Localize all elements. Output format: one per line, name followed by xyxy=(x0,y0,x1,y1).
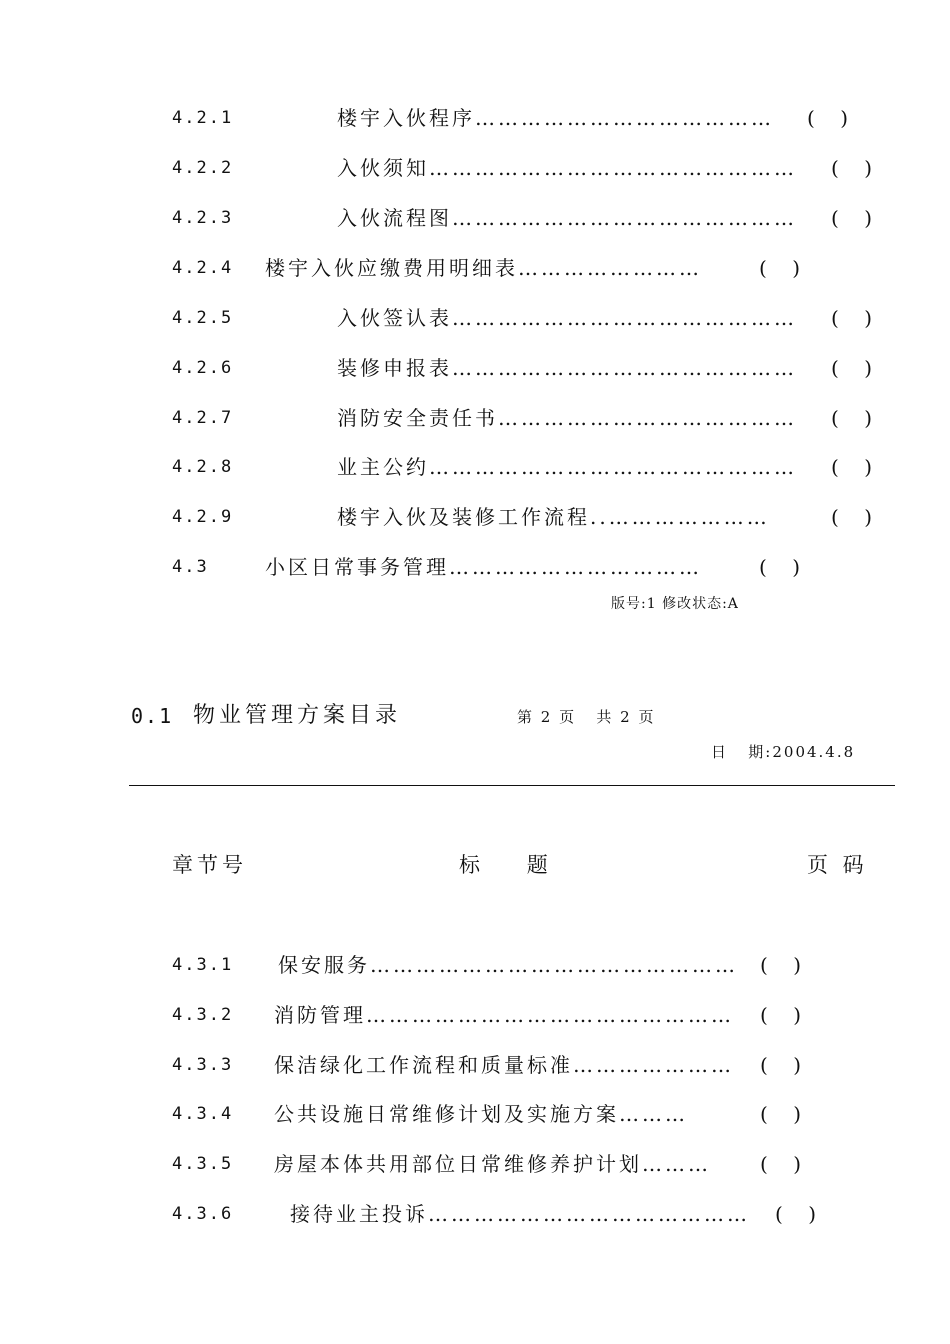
page-number-placeholder: ( ) xyxy=(775,1202,817,1226)
entry-title: 楼宇入伙及装修工作流程..………………… xyxy=(337,505,770,529)
column-header-chapter: 章节号 xyxy=(172,853,247,877)
page-number-placeholder: ( ) xyxy=(831,306,873,330)
page-number-placeholder: ( ) xyxy=(760,953,802,977)
section-number: 4.2.1 xyxy=(172,108,234,128)
page-number-placeholder: ( ) xyxy=(760,1003,802,1027)
section-number: 4.2.7 xyxy=(172,408,234,428)
column-header-page: 页 码 xyxy=(807,853,868,877)
entry-title: 楼宇入伙程序………………………………… xyxy=(337,106,774,130)
section-number: 4.3.2 xyxy=(172,1005,234,1025)
page-number-placeholder: ( ) xyxy=(807,106,849,130)
entry-title: 入伙签认表……………………………………… xyxy=(337,306,797,330)
entry-title: 消防安全责任书………………………………… xyxy=(337,406,797,430)
section-number: 4.2.9 xyxy=(172,507,234,527)
section-number: 4.3.4 xyxy=(172,1104,234,1124)
entry-title: 消防管理………………………………………… xyxy=(274,1003,734,1027)
document-code: 0.1 xyxy=(131,704,174,728)
section-number: 4.2.2 xyxy=(172,158,234,178)
section-number: 4.2.8 xyxy=(172,457,234,477)
entry-title: 接待业主投诉…………………………………… xyxy=(290,1202,750,1226)
entry-title: 小区日常事务管理…………………………… xyxy=(265,555,702,579)
entry-title: 保洁绿化工作流程和质量标准………………… xyxy=(274,1053,734,1077)
entry-title: 公共设施日常维修计划及实施方案……… xyxy=(274,1102,688,1126)
entry-title: 房屋本体共用部位日常维修养护计划……… xyxy=(274,1152,711,1176)
page-number-placeholder: ( ) xyxy=(831,406,873,430)
section-number: 4.3.5 xyxy=(172,1154,234,1174)
page-info: 第 2 页 共 2 页 xyxy=(517,708,656,726)
entry-title: 入伙流程图……………………………………… xyxy=(337,206,797,230)
section-number: 4.3 xyxy=(172,557,209,577)
entry-title: 入伙须知………………………………………… xyxy=(337,156,797,180)
date: 日 期:2004.4.8 xyxy=(711,743,856,761)
page-number-placeholder: ( ) xyxy=(831,505,873,529)
page-number-placeholder: ( ) xyxy=(759,555,801,579)
page-number-placeholder: ( ) xyxy=(831,206,873,230)
column-header-title: 标 题 xyxy=(459,853,552,877)
page-number-placeholder: ( ) xyxy=(760,1102,802,1126)
section-number: 4.3.6 xyxy=(172,1204,234,1224)
page-number-placeholder: ( ) xyxy=(760,1053,802,1077)
page-number-placeholder: ( ) xyxy=(831,156,873,180)
section-number: 4.3.1 xyxy=(172,955,234,975)
entry-title: 业主公约………………………………………… xyxy=(337,455,797,479)
section-number: 4.2.3 xyxy=(172,208,234,228)
entry-title: 保安服务………………………………………… xyxy=(278,953,738,977)
version-status: 版号:1 修改状态:A xyxy=(611,596,739,612)
section-number: 4.2.4 xyxy=(172,258,234,278)
header-divider xyxy=(129,785,895,786)
section-number: 4.3.3 xyxy=(172,1055,234,1075)
entry-title: 装修申报表……………………………………… xyxy=(337,356,797,380)
page-number-placeholder: ( ) xyxy=(831,356,873,380)
page-number-placeholder: ( ) xyxy=(831,455,873,479)
document-title: 物业管理方案目录 xyxy=(193,703,402,728)
section-number: 4.2.6 xyxy=(172,358,234,378)
section-number: 4.2.5 xyxy=(172,308,234,328)
page-number-placeholder: ( ) xyxy=(759,256,801,280)
page-number-placeholder: ( ) xyxy=(760,1152,802,1176)
entry-title: 楼宇入伙应缴费用明细表…………………… xyxy=(265,256,702,280)
